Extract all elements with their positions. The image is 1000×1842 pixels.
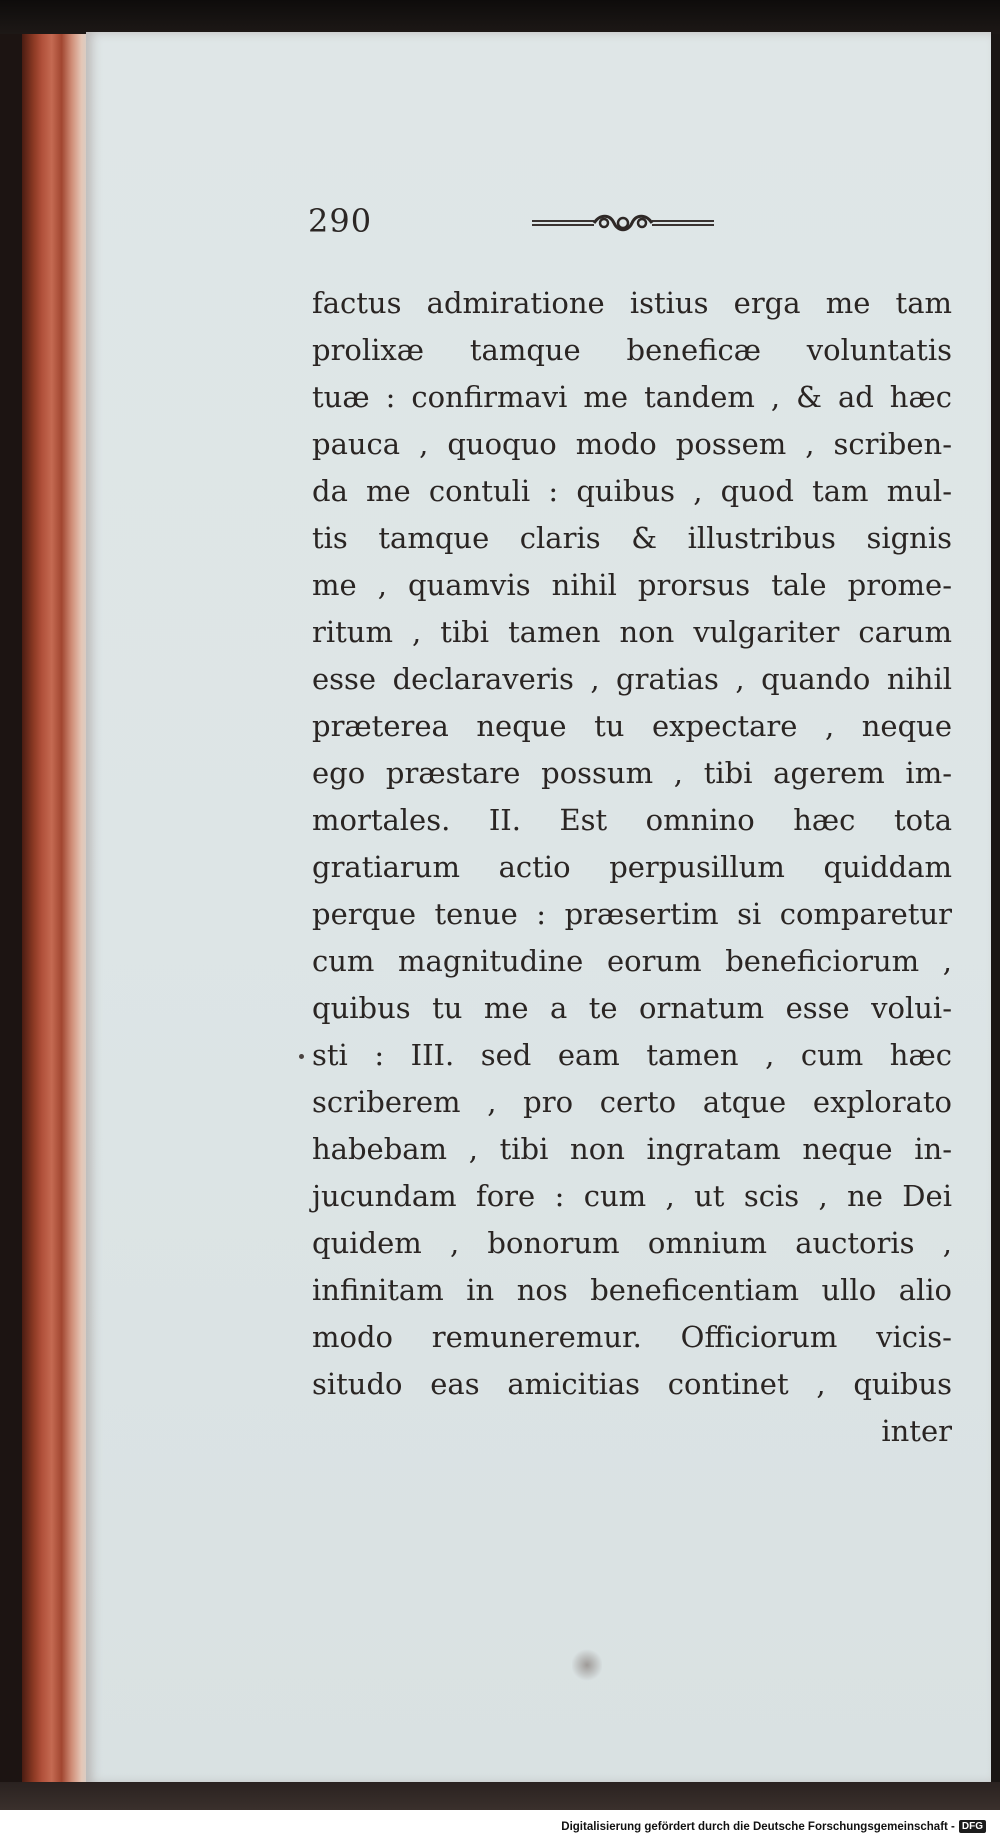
text-line: pauca , quoquo modo possem , scriben- bbox=[312, 427, 952, 461]
paper-smudge bbox=[572, 1648, 602, 1682]
text-line: modo remuneremur. Officiorum vicis- bbox=[312, 1320, 952, 1354]
text-line: jucundam fore : cum , ut scis , ne Dei bbox=[312, 1179, 952, 1213]
catchword: inter bbox=[881, 1414, 952, 1448]
digitization-credit bbox=[561, 1820, 986, 1833]
text-line: prolixæ tamque beneficæ voluntatis bbox=[312, 333, 952, 367]
text-line: ego præstare possum , tibi agerem im- bbox=[312, 756, 952, 790]
text-line: ritum , tibi tamen non vulgariter carum bbox=[312, 615, 952, 649]
text-line: infinitam in nos beneficentiam ullo alio bbox=[312, 1273, 952, 1307]
text-line: mortales. II. Est omnino hæc tota bbox=[312, 803, 952, 837]
text-line: da me contuli : quibus , quod tam mul- bbox=[312, 474, 952, 508]
text-line: tuæ : confirmavi me tandem , & ad hæc bbox=[312, 380, 952, 414]
text-line: esse declaraveris , gratias , quando nihil bbox=[312, 662, 952, 696]
credit-text: Digitalisierung gefördert durch die Deutsche Forschungsgemeinschaft - bbox=[561, 1820, 955, 1833]
text-line: scriberem , pro certo atque explorato bbox=[312, 1085, 952, 1119]
dfg-logo-icon: DFG bbox=[959, 1820, 986, 1833]
text-line: quibus tu me a te ornatum esse volui- bbox=[312, 991, 952, 1025]
book-shadow-left bbox=[0, 0, 24, 1842]
text-line: quidem , bonorum omnium auctoris , bbox=[312, 1226, 952, 1260]
text-line: habebam , tibi non ingratam neque in- bbox=[312, 1132, 952, 1166]
text-line: præterea neque tu expectare , neque bbox=[312, 709, 952, 743]
text-line: me , quamvis nihil prorsus tale prome- bbox=[312, 568, 952, 602]
text-line: situdo eas amicitias continet , quibus bbox=[312, 1367, 952, 1401]
scan-top-border bbox=[0, 0, 1000, 34]
book-fore-edge bbox=[22, 28, 88, 1788]
body-text bbox=[312, 280, 952, 1455]
margin-dot bbox=[299, 1054, 304, 1059]
text-line: gratiarum actio perpusillum quiddam bbox=[312, 850, 952, 884]
text-line: factus admiratione istius erga me tam bbox=[312, 286, 952, 320]
scan-bottom-border bbox=[0, 1782, 1000, 1810]
text-line: cum magnitudine eorum beneficiorum , bbox=[312, 944, 952, 978]
page-number: 290 bbox=[308, 202, 373, 240]
text-line: sti : III. sed eam tamen , cum hæc bbox=[312, 1038, 952, 1072]
text-line: perque tenue : præsertim si comparetur bbox=[312, 897, 952, 931]
decorative-rule-ornament-icon bbox=[530, 210, 716, 236]
text-line: tis tamque claris & illustribus signis bbox=[312, 521, 952, 555]
